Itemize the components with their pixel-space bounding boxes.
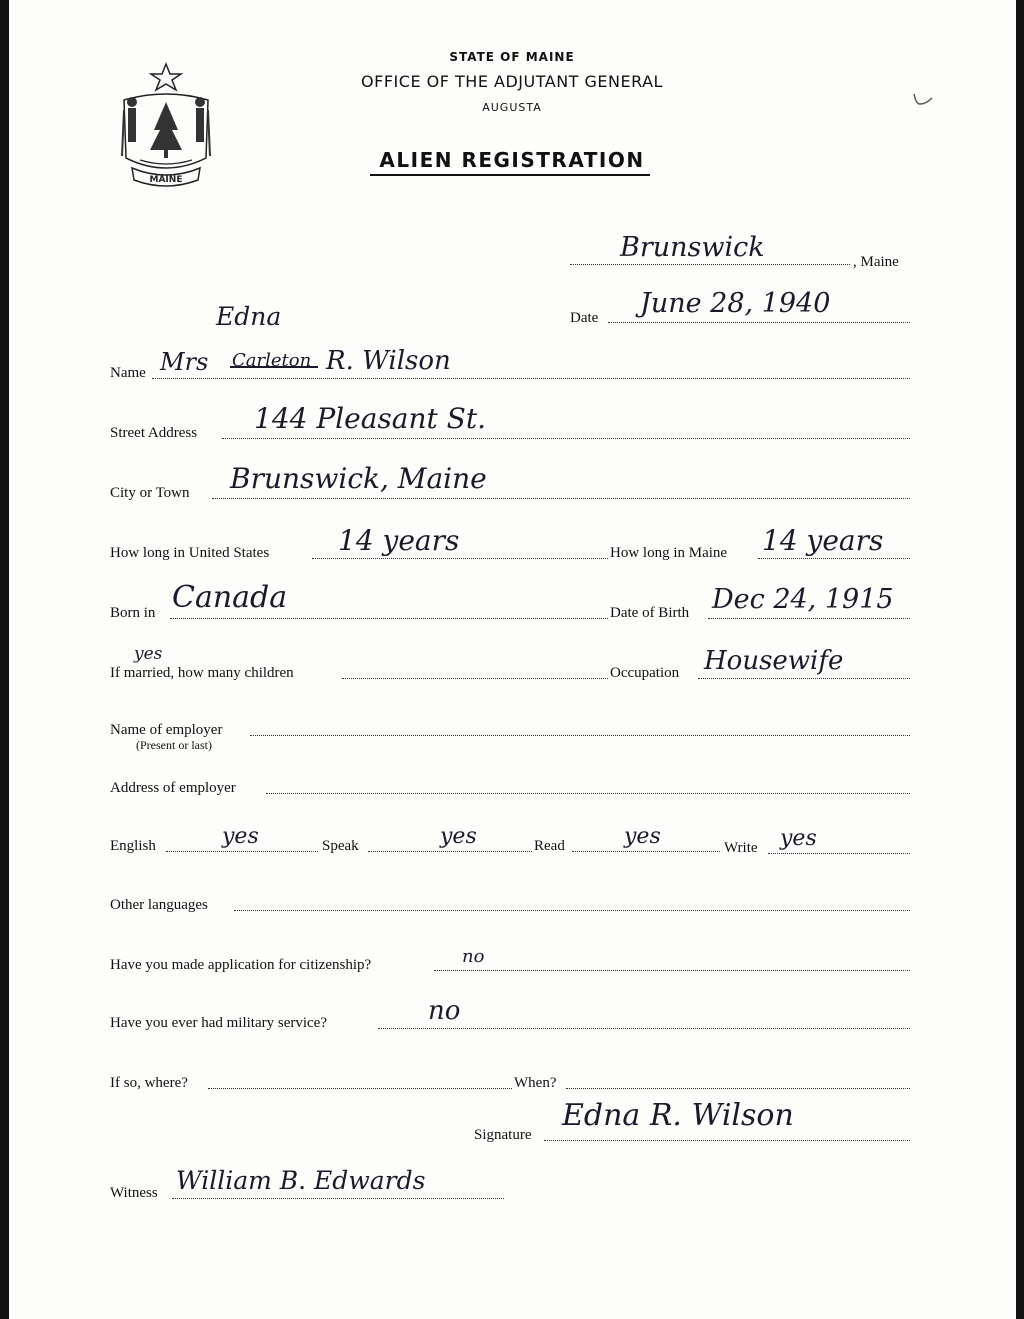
dob-label: Date of Birth <box>610 605 690 621</box>
english-line <box>166 851 318 852</box>
street-label: Street Address <box>110 425 198 441</box>
citizenship-line <box>434 970 910 971</box>
english-value: yes <box>222 824 259 849</box>
date-line <box>608 322 910 323</box>
city-value: Brunswick, Maine <box>230 462 487 495</box>
occupation-value: Housewife <box>704 646 844 676</box>
strike-through-line <box>230 366 318 368</box>
place-suffix: , Maine <box>853 254 899 270</box>
signature-line <box>544 1140 910 1141</box>
us-duration-label: How long in United States <box>110 545 270 561</box>
write-label: Write <box>724 840 758 856</box>
name-line <box>152 378 910 379</box>
form-title: ALIEN REGISTRATION <box>379 148 645 172</box>
when-line <box>566 1088 910 1089</box>
born-label: Born in <box>110 605 156 621</box>
name-struck-value: Carleton <box>232 350 312 371</box>
employer-address-line <box>266 793 910 794</box>
scan-border-left <box>0 0 9 1319</box>
maine-duration-value: 14 years <box>762 524 884 557</box>
check-mark-icon <box>912 92 934 106</box>
name-above-value: Edna <box>216 302 282 331</box>
speak-label: Speak <box>322 838 359 854</box>
married-note-value: yes <box>134 644 163 664</box>
name-prefix-value: Mrs <box>160 348 209 376</box>
name-rest-value: R. Wilson <box>326 346 451 376</box>
seal-banner-text: MAINE <box>149 175 183 185</box>
read-line <box>572 851 720 852</box>
city-heading: AUGUSTA <box>482 101 542 114</box>
witness-value: William B. Edwards <box>176 1166 426 1195</box>
citizenship-value: no <box>462 946 485 967</box>
place-line <box>570 264 850 265</box>
office-heading: OFFICE OF THE ADJUTANT GENERAL <box>361 72 663 91</box>
where-label: If so, where? <box>110 1075 188 1091</box>
maine-duration-label: How long in Maine <box>610 545 728 561</box>
witness-line <box>172 1198 504 1199</box>
name-label: Name <box>110 365 146 381</box>
us-duration-value: 14 years <box>338 524 460 557</box>
maine-duration-line <box>758 558 910 559</box>
born-line <box>170 618 608 619</box>
read-label: Read <box>534 838 565 854</box>
other-languages-line <box>234 910 910 911</box>
citizenship-label: Have you made application for citizenship? <box>110 957 372 973</box>
city-line <box>212 498 910 499</box>
military-line <box>378 1028 910 1029</box>
us-duration-line <box>312 558 608 559</box>
place-value: Brunswick <box>620 232 765 263</box>
state-heading: STATE OF MAINE <box>449 50 575 64</box>
city-label: City or Town <box>110 485 190 501</box>
speak-line <box>368 851 532 852</box>
when-label: When? <box>514 1075 557 1091</box>
write-value: yes <box>780 826 817 851</box>
employer-line <box>250 735 910 736</box>
title-underline <box>370 174 650 176</box>
married-label: If married, how many children <box>110 665 294 681</box>
occupation-label: Occupation <box>610 665 680 681</box>
employer-address-label: Address of employer <box>110 780 236 796</box>
street-line <box>222 438 910 439</box>
where-line <box>208 1088 512 1089</box>
witness-label: Witness <box>110 1185 158 1201</box>
children-line <box>342 678 608 679</box>
employer-label: Name of employer <box>110 722 223 738</box>
military-label: Have you ever had military service? <box>110 1015 327 1031</box>
other-languages-label: Other languages <box>110 897 208 913</box>
employer-sublabel: (Present or last) <box>136 738 212 752</box>
signature-value: Edna R. Wilson <box>562 1098 794 1133</box>
english-label: English <box>110 838 156 854</box>
date-label: Date <box>570 310 599 326</box>
signature-label: Signature <box>474 1127 532 1143</box>
military-value: no <box>428 996 461 1026</box>
speak-value: yes <box>440 824 477 849</box>
dob-value: Dec 24, 1915 <box>712 584 894 615</box>
dob-line <box>708 618 910 619</box>
date-value: June 28, 1940 <box>640 288 831 319</box>
read-value: yes <box>624 824 661 849</box>
occupation-line <box>698 678 910 679</box>
write-line <box>768 853 910 854</box>
street-value: 144 Pleasant St. <box>254 402 486 435</box>
born-value: Canada <box>172 580 288 615</box>
scan-border-right <box>1016 0 1024 1319</box>
